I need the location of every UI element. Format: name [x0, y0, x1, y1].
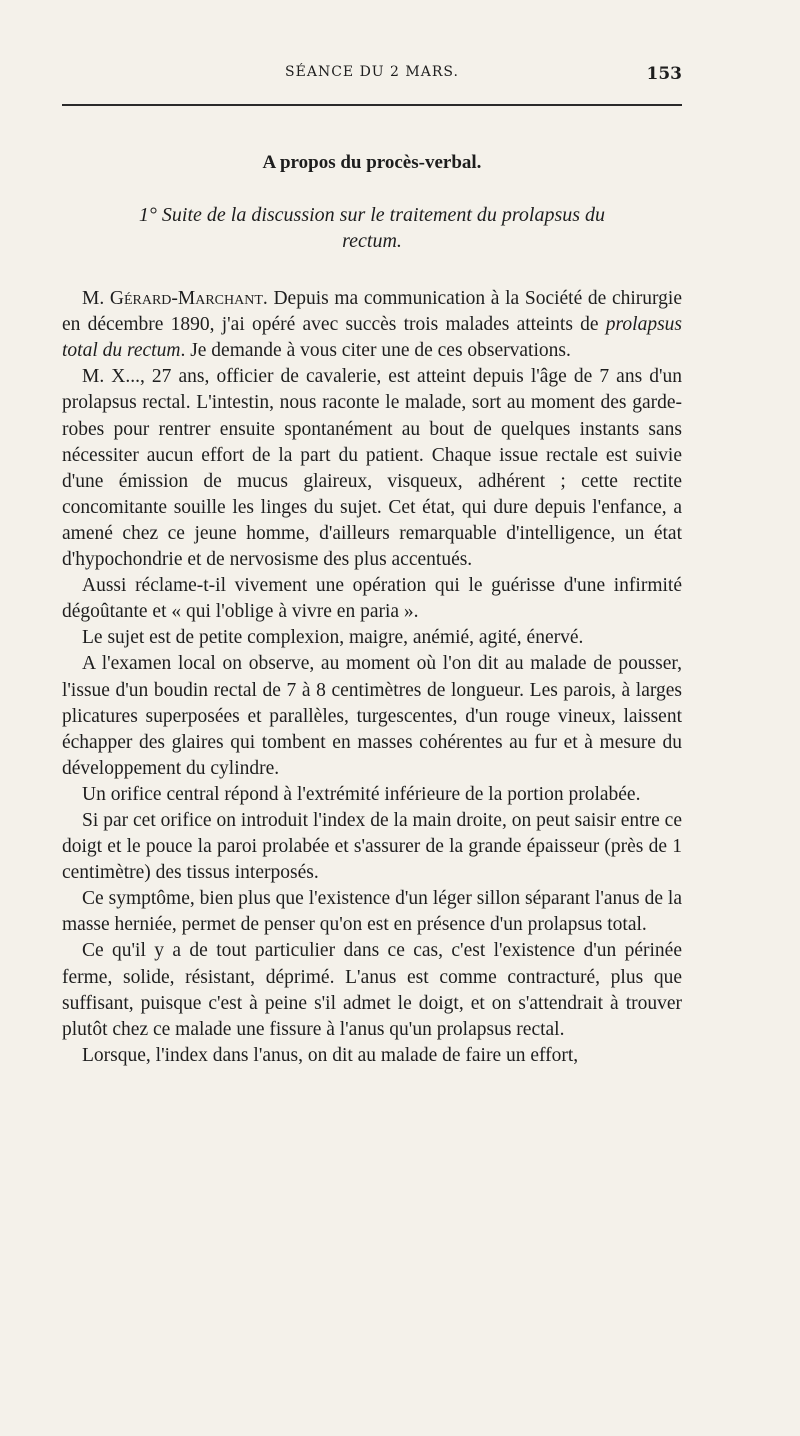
paragraph-4: Le sujet est de petite complexion, maigre, anémié, agité, énervé. [82, 627, 584, 649]
paragraph-9: Ce qu'il y a de tout particulier dans ce cas, c'est l'existence d'un périnée ferme, solide, résistant, déprimé. L'anus est comme contracturé, plus que suffisant, puisque c'est à peine s'il admet le doigt, et on s'attendrait à trouver plutôt chez ce malade une fissure à l'anus qu'un prolapsus rectal. [62, 940, 682, 1040]
paragraph-10: Lorsque, l'index dans l'anus, on dit au malade de faire un effort, [82, 1044, 579, 1066]
paragraph-2: M. X..., 27 ans, officier de cavalerie, est atteint depuis l'âge de 7 ans d'un prolapsus rectal. L'intestin, nous raconte le malade, sort au moment des garde-robes pour rentrer ensuite spontanément au bout de quelques instants sans nécessiter aucun effort de la part du patient. Chaque issue rectale est suivie d'une émission de mucus glaireux, visqueux, adhérent ; cette rectite concomitante souille les linges du sujet. Cet état, qui dure depuis l'enfance, a amené chez ce jeune homme, d'ailleurs remarquable d'intelligence, un état d'hypochondrie et de nervosisme des plus accentués. [62, 366, 682, 571]
section-title: A propos du procès-verbal. [262, 152, 482, 173]
speaker-name: Gérard-Marchant [109, 288, 263, 310]
paragraph-1-emphasis: prolapsus total du rectum [62, 314, 682, 362]
page-number: 153 [646, 64, 682, 84]
paragraph-7: Si par cet orifice on introduit l'index de la main droite, on peut saisir entre ce doigt et le pouce la paroi prolabée et s'assurer de la grande épaisseur (près de 1 centimètre) des tissus interposés. [62, 809, 682, 884]
header-rule [62, 104, 682, 106]
paragraph-3: Aussi réclame-t-il vivement une opération qui le guérisse d'une infirmité dégoûtante et « qui l'oblige à vivre en paria ». [62, 575, 682, 623]
paragraph-1-text-b: . Je demande à vous citer une de ces observations. [180, 340, 571, 362]
page-body [62, 150, 682, 1069]
paragraph-5: A l'examen local on observe, au moment où l'on dit au malade de pousser, l'issue d'un boudin rectal de 7 à 8 centimètres de longueur. Les parois, à larges plicatures superposées et parallèles, turgescentes, d'un rouge vineux, laissent échapper des glaires qui tombent en masses cohérentes au fur et à mesure du développement du cylindre. [62, 653, 682, 779]
paragraph-1-text-a: . Depuis ma communication à la Société de chirurgie en décembre 1890, j'ai opéré avec succès trois malades atteints de [62, 288, 682, 336]
paragraph-6: Un orifice central répond à l'extrémité inférieure de la portion prolabée. [82, 783, 641, 805]
running-head [62, 64, 682, 88]
running-title: SÉANCE DU 2 MARS. [285, 64, 459, 80]
speaker-prefix: M. [82, 288, 110, 310]
paragraph-1 [62, 286, 682, 364]
section-subtitle: 1° Suite de la discussion sur le traitement du prolapsus du rectum. [138, 204, 606, 253]
paragraph-8: Ce symptôme, bien plus que l'existence d'un léger sillon séparant l'anus de la masse herniée, permet de penser qu'on est en présence d'un prolapsus total. [62, 888, 682, 936]
